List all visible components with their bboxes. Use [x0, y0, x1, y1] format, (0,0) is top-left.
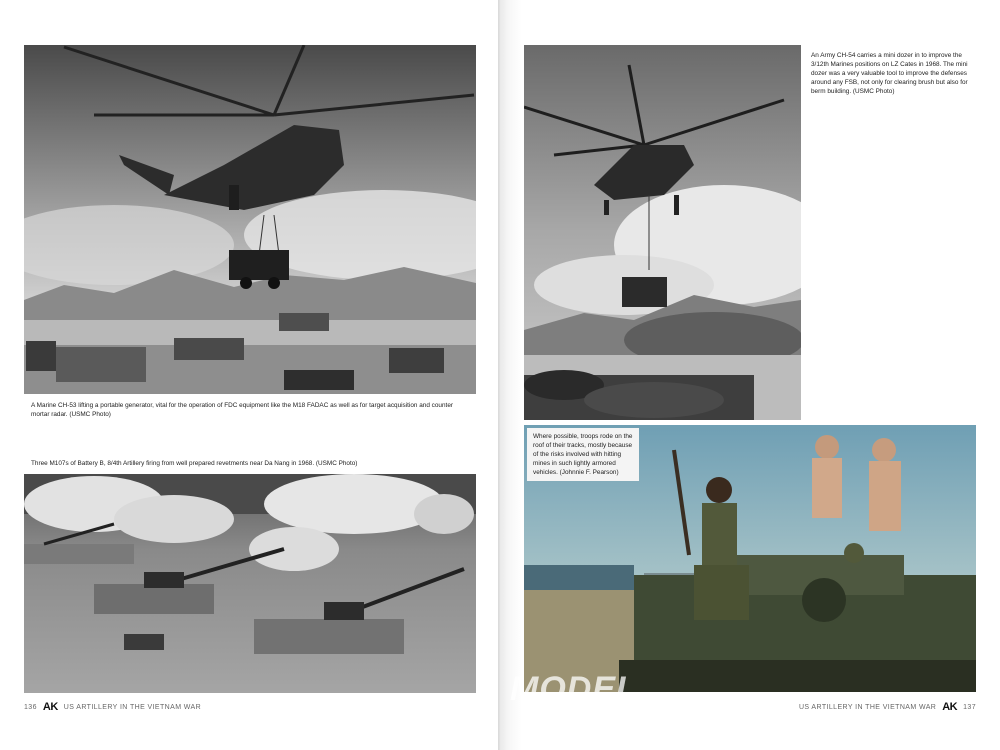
right-footer	[799, 701, 976, 713]
ak-logo: AK	[42, 701, 58, 713]
photo-ch53-helicopter	[24, 45, 476, 394]
caption-troops: Where possible, troops rode on the roof of their tracks, mostly because of the risks involved with hitting mines in such lightly armored vehicles. (Johnnie F. Pearson)	[527, 428, 639, 481]
watermark-text: MODEL	[510, 670, 638, 708]
photo-ch54-helicopter	[524, 45, 801, 420]
caption-m107: Three M107s of Battery B, 8/4th Artillery firing from well prepared revetments near Da Nang in 1968. (USMC Photo)	[31, 460, 358, 467]
running-title-right: US ARTILLERY IN THE VIETNAM WAR	[798, 703, 937, 711]
caption-ch54: An Army CH-54 carries a mini dozer in to improve the 3/12th Marines positions on LZ Cates in 1968. The mini dozer was a very valuable tool to improve the defenses around any FSB, not only for clearing brush but also for berm building. (USMC Photo)	[811, 52, 968, 95]
ak-logo-right: AK	[942, 701, 958, 713]
running-title-left: US ARTILLERY IN THE VIETNAM WAR	[63, 703, 202, 711]
left-footer	[24, 701, 201, 713]
left-page-number: 136	[24, 703, 37, 711]
photo-m107-artillery	[24, 474, 476, 693]
right-page	[500, 0, 1000, 750]
caption-ch53: A Marine CH-53 lifting a portable generator, vital for the operation of FDC equipment like the M18 FADAC as well as for target acquisition and counter mortar radar. (USMC Photo)	[31, 402, 453, 418]
right-page-number: 137	[963, 703, 976, 711]
